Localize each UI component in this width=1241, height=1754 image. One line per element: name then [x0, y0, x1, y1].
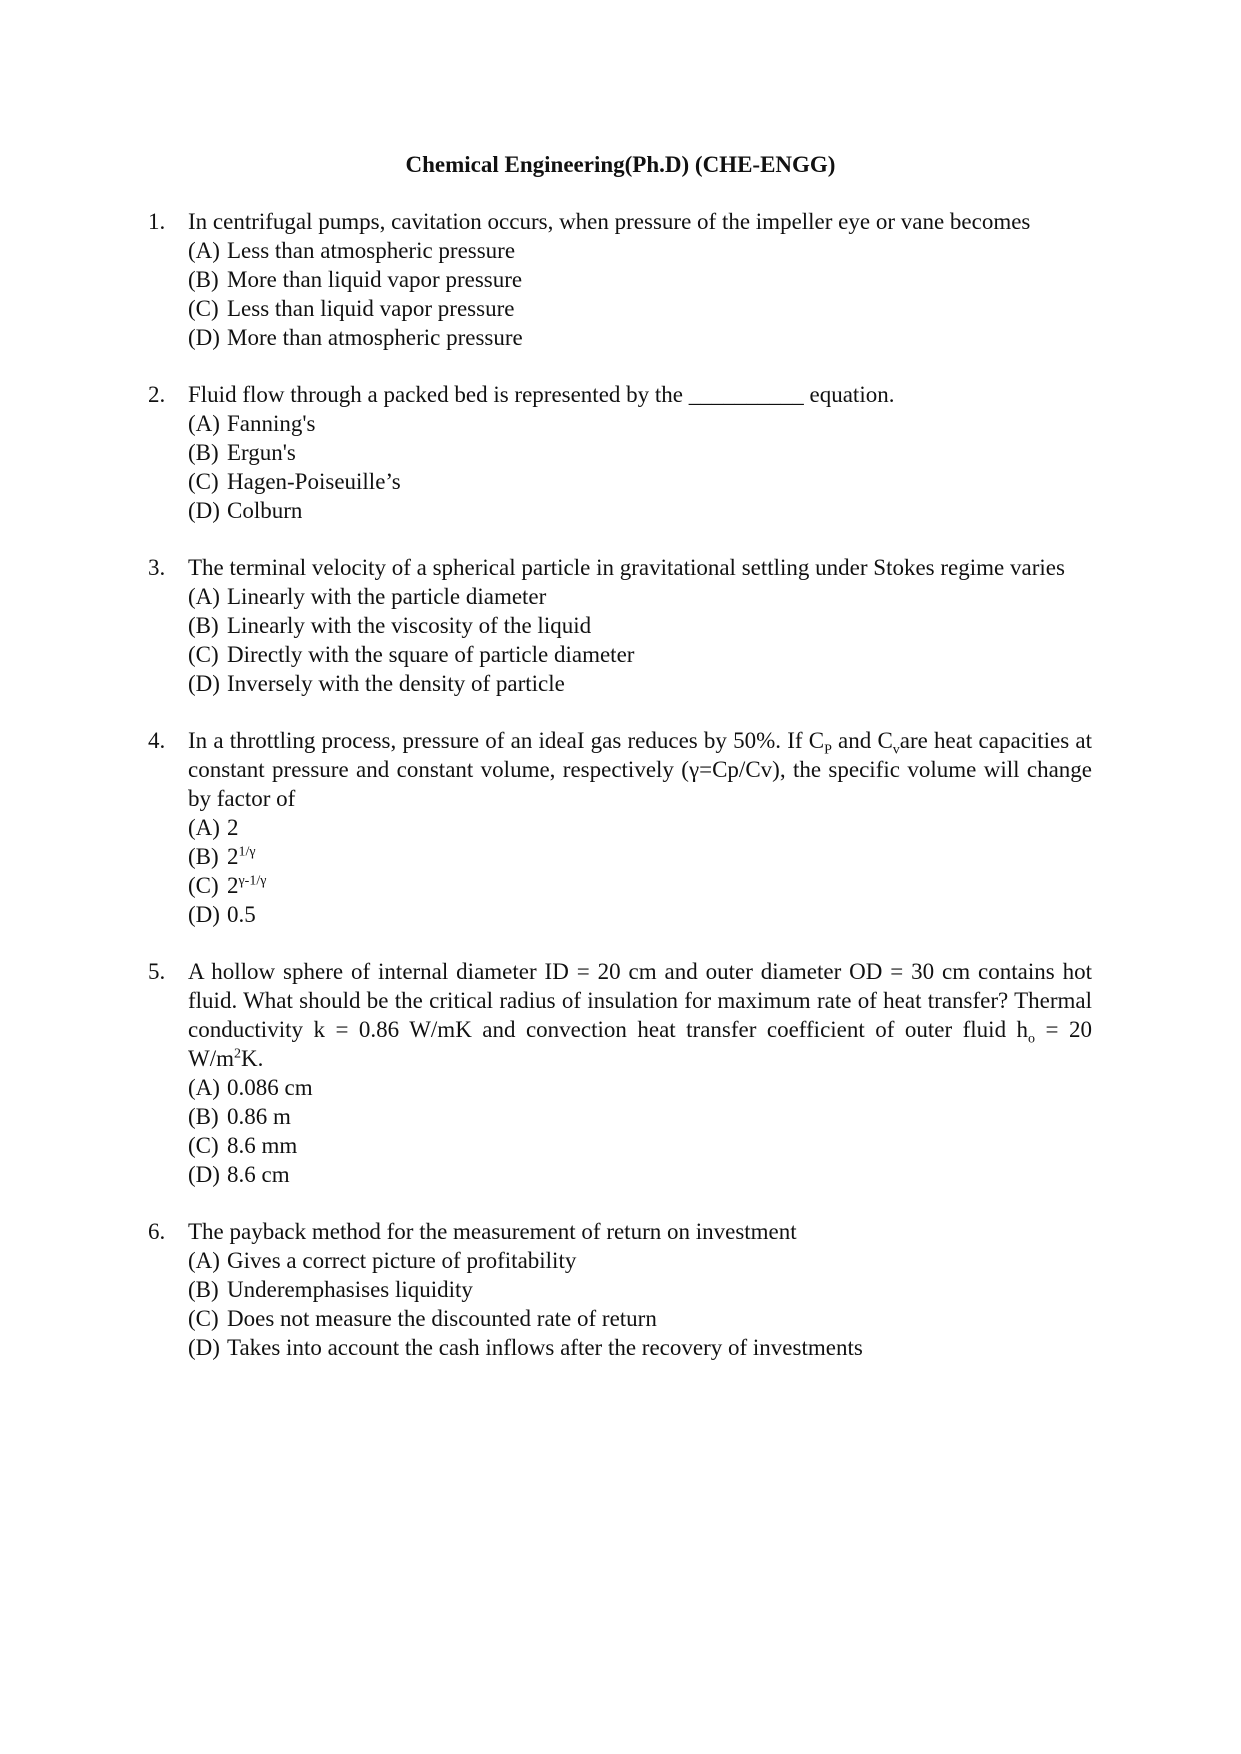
question-text-part: In a throttling process, pressure of an ideaI gas reduces by 50%. If C — [188, 728, 825, 753]
option-c — [188, 640, 1092, 669]
question-text — [188, 957, 1092, 1073]
option-c — [188, 294, 1092, 323]
option-d — [188, 323, 1092, 352]
question-text-part: = 20 W/m — [188, 1017, 1092, 1071]
option-text: Gives a correct picture of profitability — [227, 1248, 577, 1273]
option-c — [188, 467, 1092, 496]
question-text: The payback method for the measurement of return on investment — [188, 1219, 797, 1244]
option-d — [188, 1160, 1092, 1189]
option-text — [227, 842, 1092, 871]
option-text: Inversely with the density of particle — [227, 671, 565, 696]
question-number: 5. — [148, 959, 166, 984]
superscript-2: 2 — [234, 1046, 241, 1062]
option-a — [188, 236, 1092, 265]
option-text — [227, 813, 1092, 842]
subscript-p: P — [824, 742, 832, 758]
page-title: Chemical Engineering(Ph.D) (CHE-ENGG) — [405, 152, 836, 177]
option-a — [188, 1073, 1092, 1102]
option-base: 0.5 — [227, 902, 256, 927]
option-d — [188, 496, 1092, 525]
question-text-part: and C — [831, 728, 893, 753]
question-5 — [148, 957, 1092, 1189]
option-b — [188, 265, 1092, 294]
option-text: Hagen-Poiseuille’s — [227, 469, 401, 494]
option-text: 8.6 mm — [227, 1133, 298, 1158]
option-c — [188, 1304, 1092, 1333]
option-b — [188, 1102, 1092, 1131]
option-text: More than liquid vapor pressure — [227, 267, 523, 292]
option-label: (A) — [188, 411, 220, 436]
option-text: Directly with the square of particle diameter — [227, 642, 635, 667]
option-label: (C) — [188, 642, 219, 667]
question-number: 4. — [148, 728, 166, 753]
question-1 — [148, 207, 1092, 352]
option-label: (D) — [188, 1335, 220, 1360]
option-label: (A) — [188, 1248, 220, 1273]
question-2 — [148, 380, 1092, 525]
option-a — [188, 813, 1092, 842]
option-c — [188, 871, 1092, 900]
question-3 — [148, 553, 1092, 698]
option-d — [188, 669, 1092, 698]
option-text — [227, 900, 1092, 929]
option-label: (D) — [188, 1162, 220, 1187]
option-label: (C) — [188, 1133, 219, 1158]
option-label: (A) — [188, 584, 220, 609]
option-text: Fanning's — [227, 411, 316, 436]
option-text: Linearly with the viscosity of the liquid — [227, 613, 592, 638]
question-text — [188, 726, 1092, 813]
question-number: 1. — [148, 209, 166, 234]
option-b — [188, 438, 1092, 467]
option-label: (D) — [188, 902, 220, 927]
option-a — [188, 1246, 1092, 1275]
option-text: Less than liquid vapor pressure — [227, 296, 515, 321]
option-c — [188, 1131, 1092, 1160]
question-list — [148, 207, 1092, 1390]
option-text: Does not measure the discounted rate of return — [227, 1306, 657, 1331]
option-label: (B) — [188, 1277, 219, 1302]
option-label: (D) — [188, 498, 220, 523]
option-d — [188, 900, 1092, 929]
option-text: 0.086 cm — [227, 1075, 313, 1100]
option-label: (A) — [188, 815, 220, 840]
question-6 — [148, 1217, 1092, 1362]
option-label: (B) — [188, 1104, 219, 1129]
option-d — [188, 1333, 1092, 1362]
option-a — [188, 409, 1092, 438]
option-label: (B) — [188, 613, 219, 638]
option-text: Underemphasises liquidity — [227, 1277, 473, 1302]
option-label: (C) — [188, 1306, 219, 1331]
option-label: (B) — [188, 267, 219, 292]
option-text: 8.6 cm — [227, 1162, 290, 1187]
option-a — [188, 582, 1092, 611]
option-text: More than atmospheric pressure — [227, 325, 523, 350]
option-base: 2 — [227, 844, 239, 869]
option-b — [188, 611, 1092, 640]
subscript-v: v — [892, 742, 900, 758]
question-text-part: K. — [241, 1046, 264, 1071]
option-label: (A) — [188, 1075, 220, 1100]
option-label: (B) — [188, 844, 219, 869]
option-label: (B) — [188, 440, 219, 465]
question-text: Fluid flow through a packed bed is represented by the __________ equation. — [188, 382, 895, 407]
question-number: 6. — [148, 1219, 166, 1244]
question-text: The terminal velocity of a spherical particle in gravitational settling under Stokes regime varies — [188, 555, 1065, 580]
option-label: (C) — [188, 296, 219, 321]
option-label: (C) — [188, 469, 219, 494]
option-text: Ergun's — [227, 440, 296, 465]
option-text: Colburn — [227, 498, 303, 523]
question-text-part: are heat capacities at constant pressure and constant volume, respectively (γ=Cp/Cv), the specific volume will change by factor of — [188, 728, 1092, 811]
option-base: 2 — [227, 815, 239, 840]
option-label: (D) — [188, 671, 220, 696]
option-b — [188, 1275, 1092, 1304]
option-text: 0.86 m — [227, 1104, 291, 1129]
question-text-part: A hollow sphere of internal diameter ID = 20 cm and outer diameter OD = 30 cm contains hot fluid. What should be the critical radius of insulation for maximum rate of heat transfer? Thermal conductivity k = 0.86 W/mK and convection heat transfer coefficient of outer fluid h — [188, 959, 1092, 1042]
option-text: Takes into account the cash inflows after the recovery of investments — [227, 1335, 863, 1360]
option-text: Less than atmospheric pressure — [227, 238, 516, 263]
question-text: In centrifugal pumps, cavitation occurs, when pressure of the impeller eye or vane becomes — [188, 209, 1031, 234]
option-exponent: 1/γ — [238, 844, 256, 860]
option-text — [227, 871, 1092, 900]
option-label: (C) — [188, 873, 219, 898]
subscript-o: o — [1028, 1031, 1036, 1047]
option-b — [188, 842, 1092, 871]
option-label: (A) — [188, 238, 220, 263]
question-number: 2. — [148, 382, 166, 407]
option-text: Linearly with the particle diameter — [227, 584, 547, 609]
question-4 — [148, 726, 1092, 929]
option-label: (D) — [188, 325, 220, 350]
option-base: 2 — [227, 873, 239, 898]
question-number: 3. — [148, 555, 166, 580]
option-exponent: γ-1/γ — [238, 873, 267, 889]
